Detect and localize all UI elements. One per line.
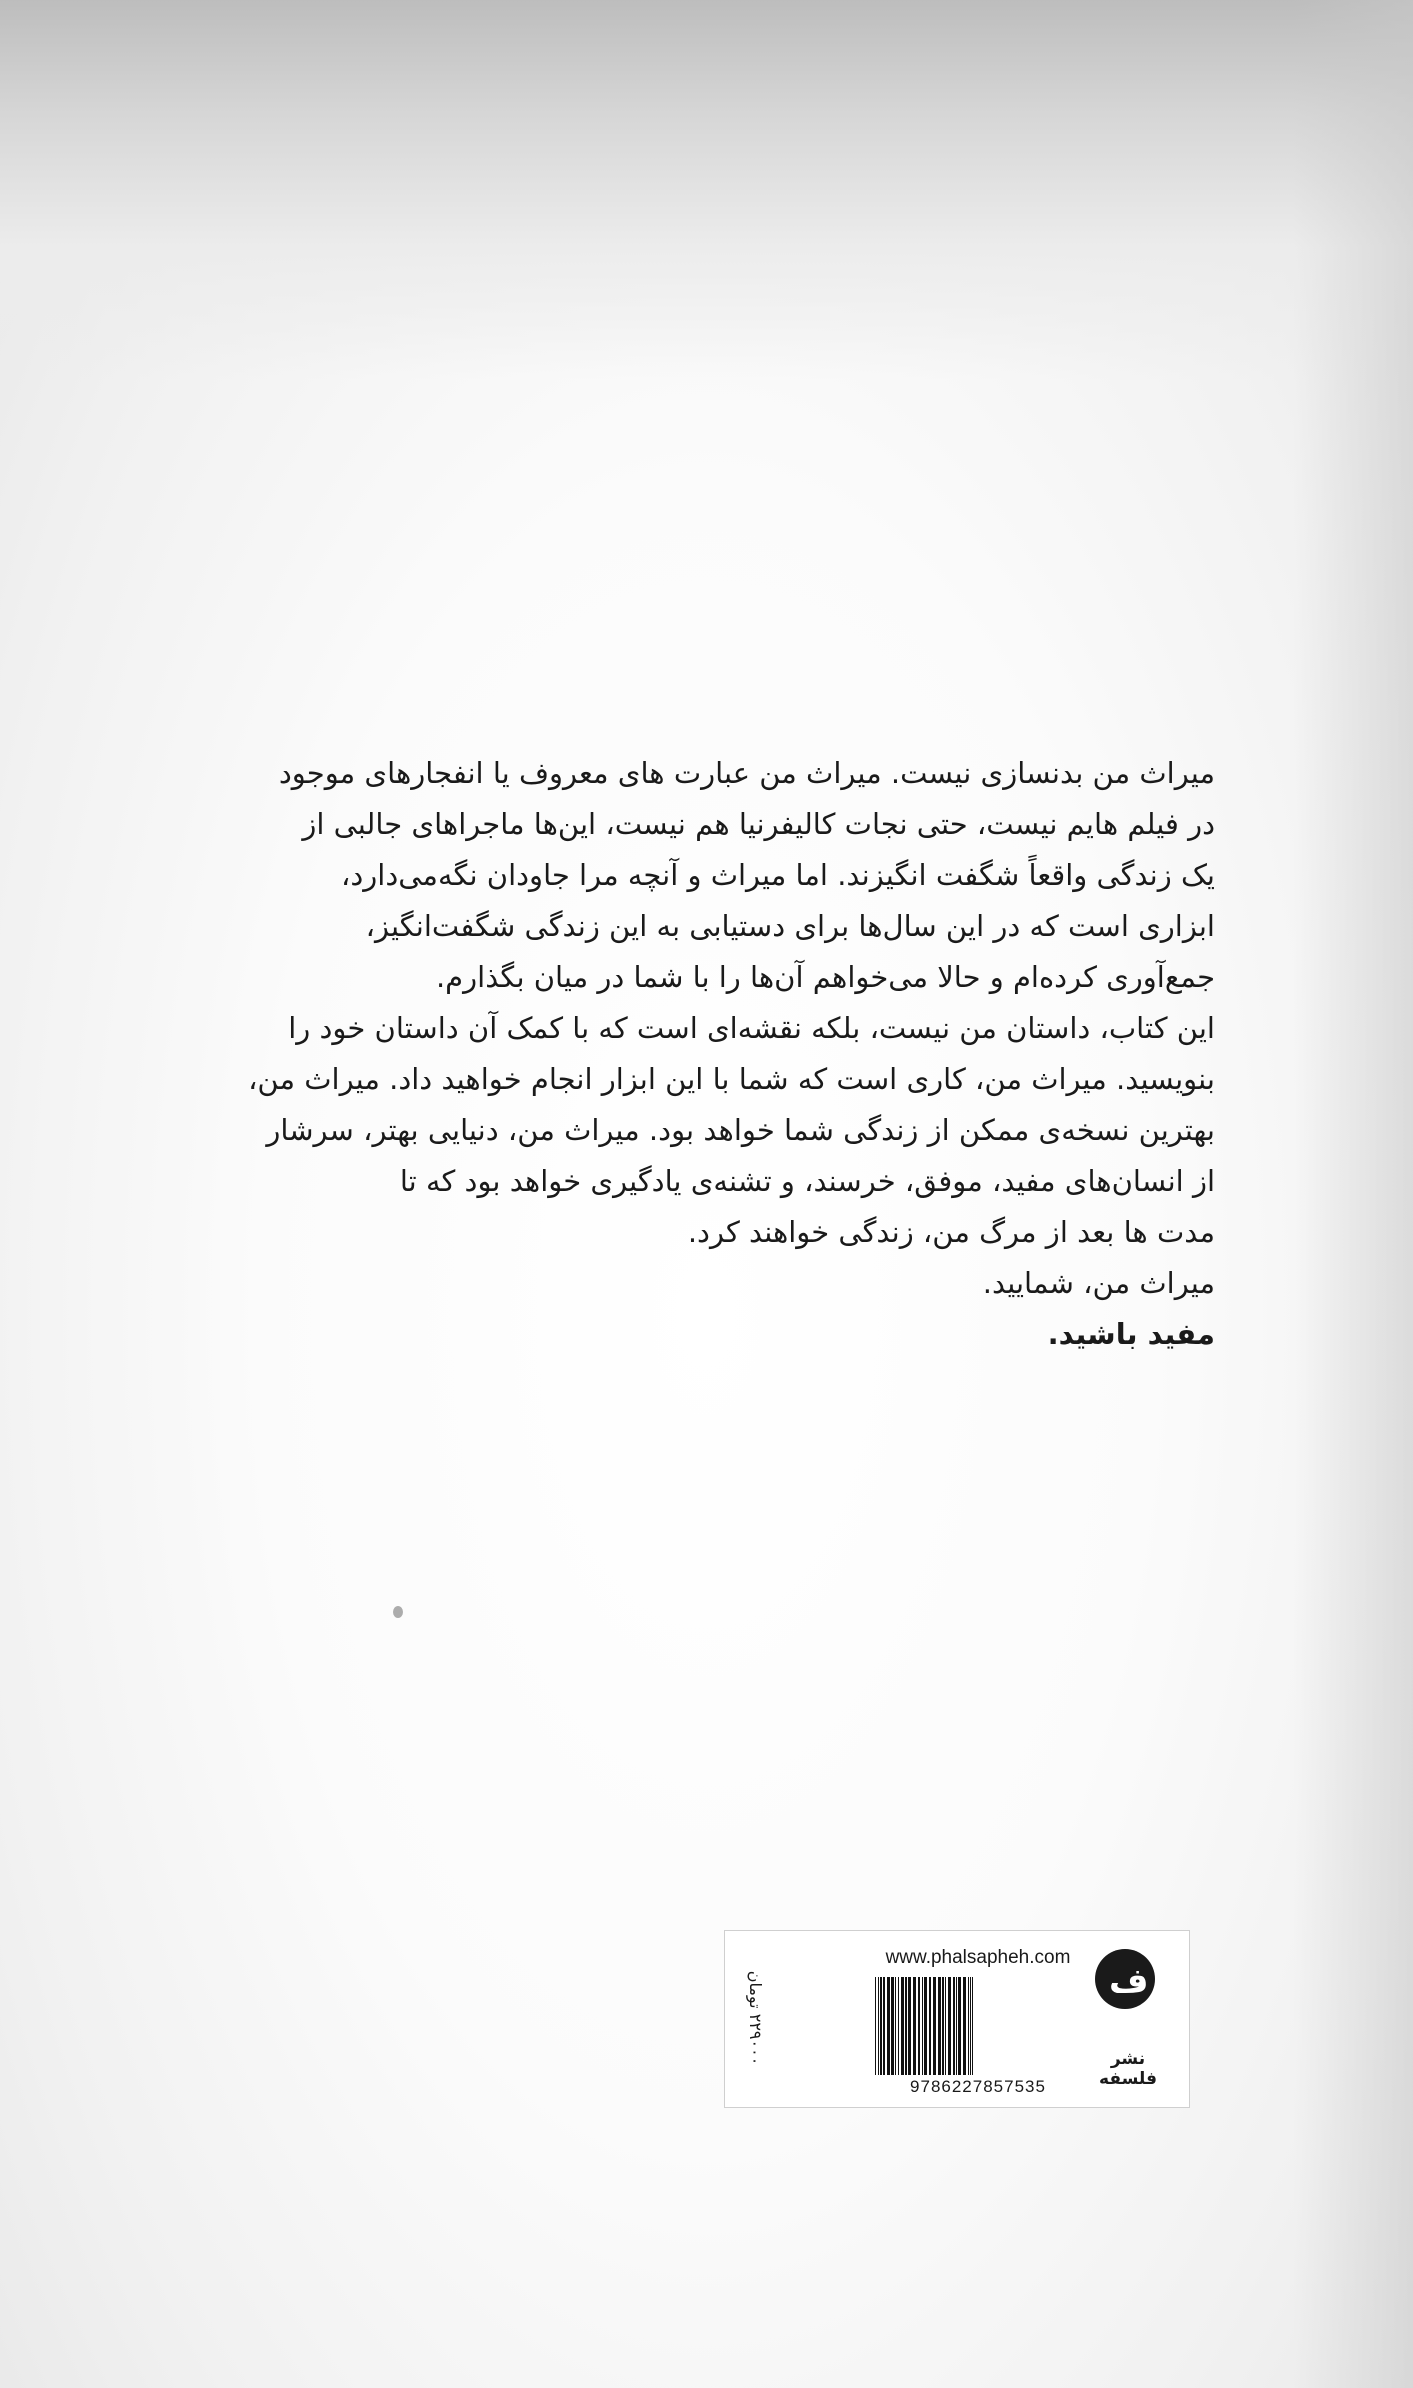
barcode-stripe bbox=[880, 1977, 882, 2075]
back-cover-blurb bbox=[215, 748, 1215, 1360]
logo-letter-icon: ف bbox=[1109, 1961, 1149, 2001]
publisher-name: نشر فلسفه bbox=[1099, 2049, 1157, 2089]
barcode-stripe bbox=[895, 1977, 896, 2075]
barcode-stripe bbox=[968, 1977, 969, 2075]
barcode-stripe bbox=[918, 1977, 920, 2075]
blurb-line: یک زندگی واقعاً شگفت انگیزند. اما میراث و آنچه مرا جاودان نگه‌می‌دارد، bbox=[340, 858, 1215, 892]
barcode-stripe bbox=[933, 1977, 936, 2075]
barcode-stripe bbox=[945, 1977, 946, 2075]
barcode-stripe bbox=[924, 1977, 927, 2075]
barcode-stripe bbox=[901, 1977, 904, 2075]
barcode-stripe bbox=[898, 1977, 899, 2075]
barcode-stripe bbox=[958, 1977, 961, 2075]
barcode-stripe bbox=[883, 1977, 885, 2075]
barcode-stripe bbox=[938, 1977, 941, 2075]
top-shadow bbox=[0, 0, 1413, 380]
blurb-line: جمع‌آوری کرده‌ام و حالا می‌خواهم آن‌ها را با شما در میان بگذارم. bbox=[435, 960, 1215, 994]
barcode-stripe bbox=[908, 1977, 911, 2075]
barcode-stripe bbox=[953, 1977, 955, 2075]
barcode-stripe bbox=[905, 1977, 907, 2075]
blurb-closing-line: مفید باشید. bbox=[1047, 1317, 1215, 1351]
barcode-stripe bbox=[875, 1977, 876, 2075]
barcode-stripe bbox=[956, 1977, 957, 2075]
publisher-website: www.phalsapheh.com bbox=[885, 1947, 1071, 1968]
blurb-line: بهترین نسخه‌ی ممکن از زندگی شما خواهد بود. میراث من، دنیایی بهتر، سرشار bbox=[266, 1113, 1215, 1147]
blurb-line: مدت ها بعد از مرگ من، زندگی خواهند کرد. bbox=[687, 1215, 1215, 1249]
spine-shadow bbox=[1293, 0, 1413, 2388]
barcode-stripe bbox=[913, 1977, 916, 2075]
barcode-stripe bbox=[972, 1977, 973, 2075]
barcode-stripe bbox=[942, 1977, 944, 2075]
barcode-stripe bbox=[948, 1977, 951, 2075]
isbn-number: 9786227857535 bbox=[910, 2077, 1046, 2096]
barcode-stripe bbox=[922, 1977, 923, 2075]
barcode-label bbox=[724, 1930, 1190, 2108]
barcode-stripe bbox=[891, 1977, 894, 2075]
barcode-stripe bbox=[887, 1977, 890, 2075]
publisher-logo bbox=[1083, 1941, 1173, 2099]
barcode-stripe bbox=[929, 1977, 931, 2075]
blurb-line: از انسان‌های مفید، موفق، خرسند، و تشنه‌ی یادگیری خواهد بود که تا bbox=[399, 1164, 1215, 1198]
blurb-line: در فیلم هایم نیست، حتی نجات کالیفرنیا هم نیست، این‌ها ماجراهای جالبی از bbox=[302, 807, 1215, 841]
barcode-stripe bbox=[970, 1977, 971, 2075]
blurb-line: ابزاری است که در این سال‌ها برای دستیابی به این زندگی شگفت‌انگیز، bbox=[365, 909, 1215, 943]
barcode-stripe bbox=[878, 1977, 879, 2075]
price-label: ۲۲۹۰۰۰ تومان bbox=[746, 1970, 765, 2066]
print-speck bbox=[393, 1606, 403, 1618]
blurb-line: بنویسید. میراث من، کاری است که شما با این ابزار انجام خواهید داد. میراث من، bbox=[248, 1062, 1215, 1096]
blurb-line: میراث من بدنسازی نیست. میراث من عبارت های معروف یا انفجارهای موجود bbox=[278, 756, 1215, 790]
barcode-stripe bbox=[963, 1977, 966, 2075]
barcode bbox=[873, 1977, 1083, 2075]
blurb-line: میراث من، شمایید. bbox=[982, 1266, 1215, 1300]
blurb-line: این کتاب، داستان من نیست، بلکه نقشه‌ای است که با کمک آن داستان خود را bbox=[288, 1011, 1215, 1045]
